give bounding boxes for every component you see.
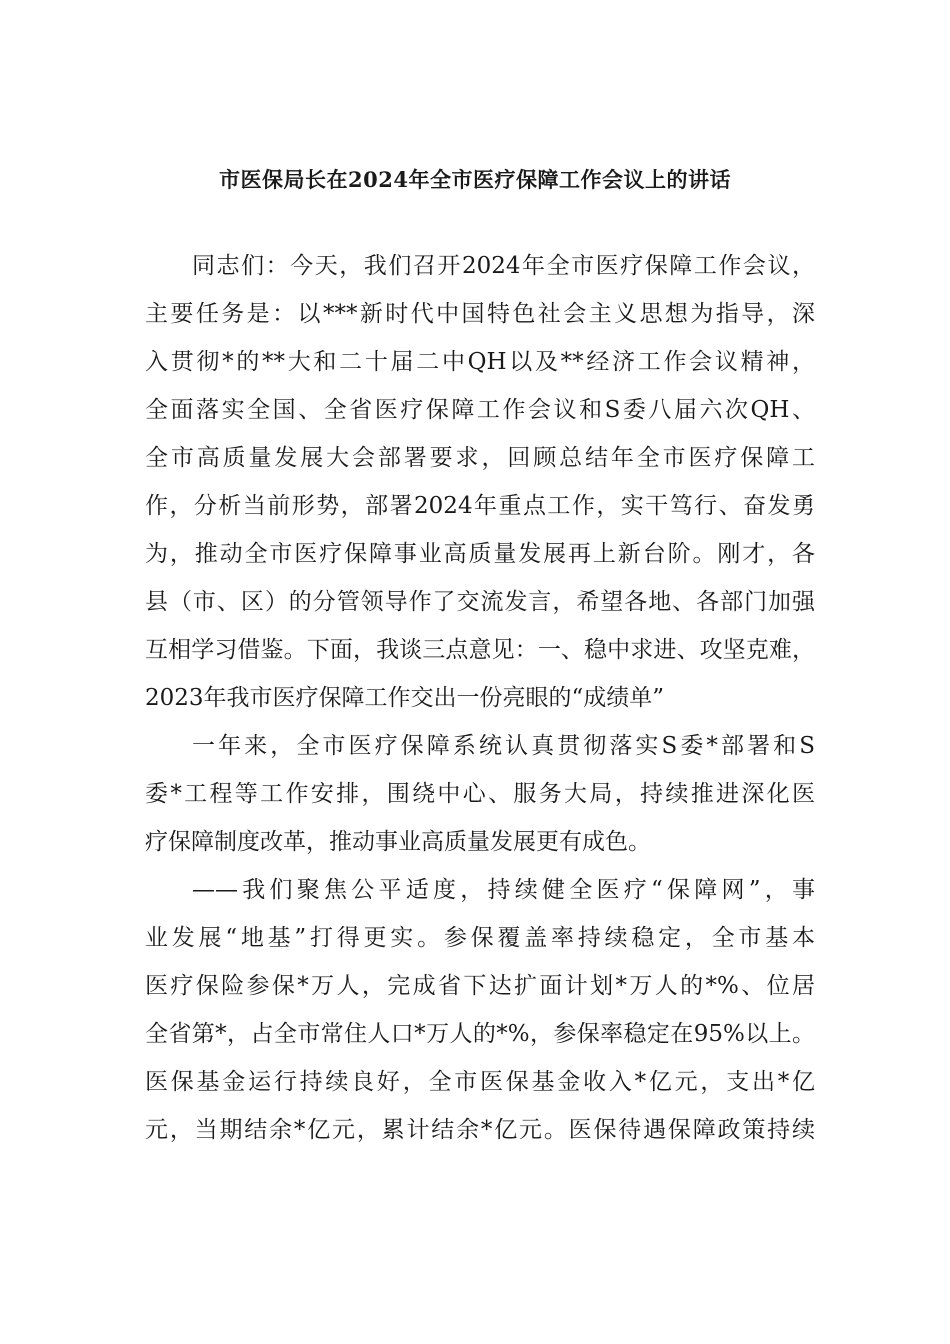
text-line: ——我们聚焦公平适度，持续健全医疗“保障网”，事 <box>192 877 815 903</box>
text-line: 元，当期结余*亿元，累计结余*亿元。医保待遇保障政策持续 <box>145 1117 815 1143</box>
text-line: 作，分析当前形势，部署2024年重点工作，实干笃行、奋发勇 <box>145 493 815 519</box>
text-line: 同志们：今天，我们召开2024年全市医疗保障工作会议， <box>192 253 815 279</box>
paragraph-1 <box>145 242 815 722</box>
text-line: 委*工程等工作安排，围绕中心、服务大局，持续推进深化医 <box>145 781 815 807</box>
text-line: 主要任务是：以***新时代中国特色社会主义思想为指导，深 <box>145 301 815 327</box>
document-body <box>145 242 815 1154</box>
text-line: 县（市、区）的分管领导作了交流发言，希望各地、各部门加强 <box>145 589 815 615</box>
text-line: 全面落实全国、全省医疗保障工作会议和S委八届六次QH、 <box>145 397 815 423</box>
text-line: 2023年我市医疗保障工作交出一份亮眼的“成绩单” <box>145 685 665 711</box>
text-line: 医保基金运行持续良好，全市医保基金收入*亿元，支出*亿 <box>145 1069 815 1095</box>
text-line: 一年来，全市医疗保障系统认真贯彻落实S委*部署和S <box>192 733 815 759</box>
paragraph-3 <box>145 866 815 1154</box>
text-line: 互相学习借鉴。下面，我谈三点意见：一、稳中求进、攻坚克难， <box>145 637 815 663</box>
text-line: 医疗保险参保*万人，完成省下达扩面计划*万人的*%、位居 <box>145 973 815 999</box>
text-line: 业发展“地基”打得更实。参保覆盖率持续稳定，全市基本 <box>145 925 815 951</box>
text-line: 全省第*，占全市常住人口*万人的*%，参保率稳定在95%以上。 <box>145 1021 815 1047</box>
text-line: 入贯彻*的**大和二十届二中QH以及**经济工作会议精神， <box>145 349 815 375</box>
paragraph-2 <box>145 722 815 866</box>
text-line: 全市高质量发展大会部署要求，回顾总结年全市医疗保障工 <box>145 445 815 471</box>
text-line: 为，推动全市医疗保障事业高质量发展再上新台阶。刚才，各 <box>145 541 815 567</box>
document-title: 市医保局长在2024年全市医疗保障工作会议上的讲话 <box>219 167 731 192</box>
text-line: 疗保障制度改革，推动事业高质量发展更有成色。 <box>145 829 651 855</box>
